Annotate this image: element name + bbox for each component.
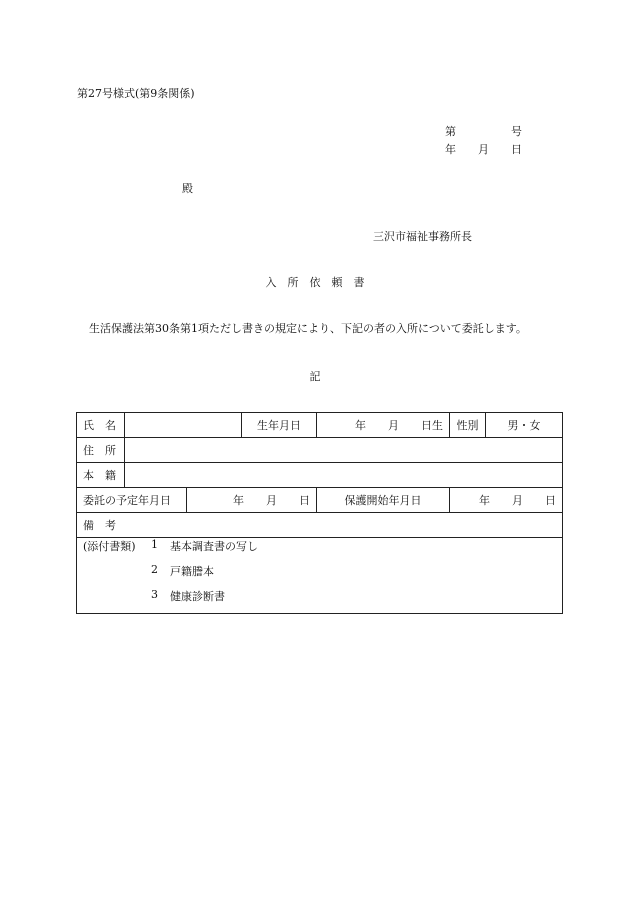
attachment-text: 戸籍謄本 (170, 565, 214, 578)
ki-heading: 記 (309, 370, 321, 383)
attachment-number: 1 (151, 538, 158, 551)
name-label: 氏 名 (77, 413, 125, 438)
attachment-number: 2 (151, 563, 158, 576)
attachments-section (77, 538, 563, 614)
attachment-item (83, 563, 556, 588)
document-number-line: 第 号 (445, 125, 522, 138)
name-row (77, 413, 563, 438)
document-date-line: 年 月 日 (445, 143, 522, 156)
attachment-item (83, 538, 556, 563)
issuer-name: 三沢市福祉事務所長 (373, 230, 472, 243)
attachment-number: 3 (151, 588, 158, 601)
name-field[interactable] (125, 413, 242, 438)
honseki-row (77, 463, 563, 488)
remarks-label: 備 考 (83, 519, 116, 532)
protection-start-label: 保護開始年月日 (317, 488, 450, 513)
honseki-label: 本 籍 (77, 463, 125, 488)
attachments-row (77, 538, 563, 614)
remarks-row (77, 513, 563, 538)
addressee-honorific: 殿 (182, 182, 193, 195)
birth-date-field[interactable]: 年 月 日生 (317, 413, 450, 438)
remarks-field[interactable] (77, 513, 563, 538)
honseki-field[interactable] (125, 463, 563, 488)
dates-row (77, 488, 563, 513)
sex-field[interactable]: 男・女 (486, 413, 563, 438)
attachment-text: 健康診断書 (170, 590, 225, 603)
document-title: 入 所 依 頼 書 (265, 276, 365, 289)
birth-date-label: 生年月日 (242, 413, 317, 438)
attachment-item (83, 588, 556, 613)
protection-start-field[interactable]: 年 月 日 (450, 488, 563, 513)
address-label: 住 所 (77, 438, 125, 463)
body-text: 生活保護法第30条第1項ただし書きの規定により、下記の者の入所について委託します。 (89, 322, 527, 335)
form-number-label: 第27号様式(第9条関係) (77, 87, 195, 100)
address-field[interactable] (125, 438, 563, 463)
sex-label: 性別 (450, 413, 486, 438)
address-row (77, 438, 563, 463)
request-form-table (76, 412, 563, 614)
entrust-date-field[interactable]: 年 月 日 (187, 488, 317, 513)
attachments-label: (添付書類) (83, 540, 136, 553)
attachment-text: 基本調査書の写し (170, 540, 258, 553)
entrust-date-label: 委託の予定年月日 (77, 488, 187, 513)
